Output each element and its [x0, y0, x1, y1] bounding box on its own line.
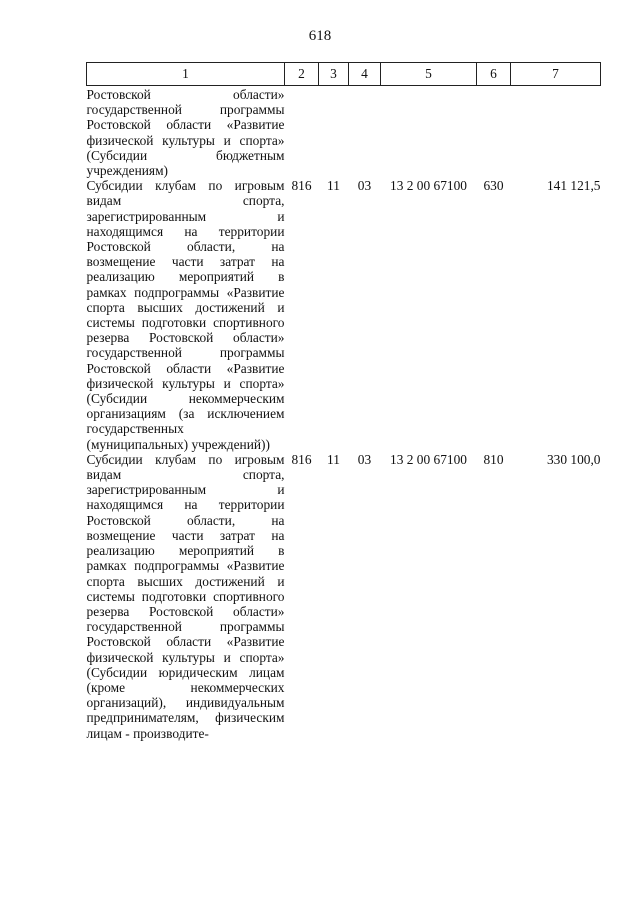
- row-description: Субсидии клубам по игровым видам спорта, зарегистрированным и находящимся на территории Ростовской области, на возмещение части затрат на реализацию мероприятий в рамках подпрограммы «Развитие спорта высших достижений и системы подготовки спортивного резерва Ростовской области» государственной программы Ростовской области «Развитие физической культуры и спорта» (Субсидии некоммерческим организациям (за исключением государственных (муниципальных) учреждений)): [86, 178, 285, 452]
- table-row: [87, 178, 601, 452]
- row-code-target: 13 2 00 67100: [390, 451, 467, 467]
- row-code-expense-type: 810: [483, 451, 504, 467]
- row-code-subsection: 03: [357, 178, 372, 194]
- row-description: Субсидии клубам по игровым видам спорта, зарегистрированным и находящимся на территории Ростовской области, на возмещение части затрат на реализацию мероприятий в рамках подпрограммы «Развитие спорта высших достижений и системы подготовки спортивного резерва Ростовской области» государственной программы Ростовской области «Развитие физической культуры и спорта» (Субсидии юридическим лицам (кроме некоммерческих организаций), индивидуальным предпринимателям, физическим лицам - производите-: [86, 451, 285, 741]
- header-col-7: 7: [511, 63, 601, 86]
- row-code-ministry: 816: [291, 451, 312, 467]
- row-code-expense-type: 630: [483, 178, 504, 194]
- row-amount: [511, 86, 601, 179]
- header-col-6: 6: [477, 63, 511, 86]
- header-col-2: 2: [285, 63, 319, 86]
- row-code-expense-type: [477, 86, 511, 179]
- table-row: [87, 452, 601, 741]
- header-col-1: 1: [87, 63, 285, 86]
- row-amount: 141 121,5: [546, 178, 601, 194]
- row-code-section: [319, 86, 349, 179]
- row-code-ministry: 816: [291, 178, 312, 194]
- row-code-target: 13 2 00 67100: [390, 178, 467, 194]
- header-row: [87, 63, 601, 86]
- row-amount: 330 100,0: [546, 451, 601, 467]
- row-code-ministry: [285, 86, 319, 179]
- row-code-target: [381, 86, 477, 179]
- header-col-4: 4: [349, 63, 381, 86]
- page-number: 618: [308, 28, 332, 44]
- header-col-5: 5: [381, 63, 477, 86]
- row-description: Ростовской области» государственной программы Ростовской области «Развитие физической культуры и спорта» (Субсидии бюджетным учреждениям): [86, 87, 285, 179]
- header-col-3: 3: [319, 63, 349, 86]
- row-code-section: 11: [327, 178, 340, 194]
- row-code-subsection: [349, 86, 381, 179]
- budget-table: [86, 62, 601, 741]
- table-row: [87, 86, 601, 179]
- row-code-subsection: 03: [357, 451, 372, 467]
- row-code-section: 11: [327, 451, 340, 467]
